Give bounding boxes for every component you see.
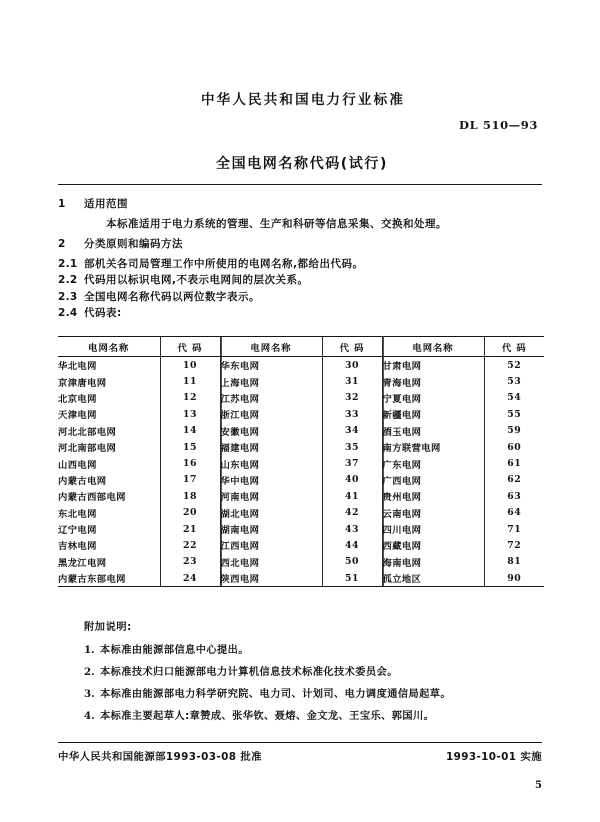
cell-c2-code: 37 [322,455,382,471]
cell-c1-name: 辽宁电网 [58,525,97,537]
table-row [58,488,544,504]
cell-c3-name: 宁夏电网 [382,390,484,406]
table-header [58,337,544,357]
cell-c1-code: 20 [160,505,220,521]
cell-c2-code: 50 [322,554,382,570]
section-1-number: 1 [58,198,66,210]
cell-c3-code: 61 [484,455,544,471]
cell-c3-name: 贵州电网 [382,488,484,504]
note-text: 本标准由能源部电力科学研究院、电力司、计划司、电力调度通信局起草。 [100,689,452,700]
header-code-3: 代 码 [484,337,544,357]
cell-c2-name: 华中电网 [220,472,322,488]
cell-c3-name: 南方联营电网 [382,439,484,455]
cell-c1-name: 东北电网 [58,508,97,520]
cell-c3-code: 71 [484,521,544,537]
table-row [58,570,544,587]
note-item [84,685,504,700]
cell-c2-name: 浙江电网 [220,406,322,422]
cell-c1-name: 天津电网 [58,410,97,422]
table-row [58,472,544,488]
cell-c3-code: 59 [484,423,544,439]
section-1-heading [58,199,542,210]
cell-c1-name: 山西电网 [58,459,97,471]
clause-2-4-number: 2.4 [58,307,78,319]
cell-c2-name: 上海电网 [220,373,322,389]
cell-c1-code: 12 [160,390,220,406]
footer-divider [58,742,542,743]
cell-c2-code: 40 [322,472,382,488]
note-number: 4. [84,710,95,722]
cell-c2-name: 陕西电网 [220,570,322,587]
cell-c3-name: 酒玉电网 [382,423,484,439]
section-2-heading [58,239,542,250]
cell-c3-name: 四川电网 [382,521,484,537]
clause-2-3-text: 全国电网名称代码以两位数字表示。 [84,290,260,303]
cell-c1-code: 10 [160,357,220,374]
cell-c2-name: 江苏电网 [220,390,322,406]
cell-c2-name: 西北电网 [220,554,322,570]
clause-2-3-number: 2.3 [58,290,78,303]
cell-c3-name: 云南电网 [382,505,484,521]
cell-c3-name: 青海电网 [382,373,484,389]
additional-notes [84,618,504,729]
clause-2-2 [58,275,542,286]
cell-c1-name: 内蒙古西部电网 [58,492,126,504]
cell-c3-code: 63 [484,488,544,504]
clause-2-4 [58,308,542,319]
header-name-2: 电网名称 [220,337,322,357]
cell-c3-name: 甘肃电网 [382,357,484,374]
table-row [58,554,544,570]
note-text: 本标准由能源部信息中心提出。 [100,645,249,656]
cell-c2-code: 42 [322,505,382,521]
header-code-1: 代 码 [160,337,220,357]
table-body [58,357,544,587]
cell-c3-code: 54 [484,390,544,406]
cell-c1-name: 华北电网 [58,361,97,373]
header-code-2: 代 码 [322,337,382,357]
note-number: 1. [84,644,95,656]
note-item [84,641,504,656]
cell-c2-code: 34 [322,423,382,439]
note-item [84,707,504,722]
header-name-3: 电网名称 [382,337,484,357]
cell-c1-code: 16 [160,455,220,471]
document-footer [58,748,542,763]
clause-2-2-number: 2.2 [58,274,78,286]
cell-c1-code: 18 [160,488,220,504]
cell-c3-name: 西藏电网 [382,537,484,553]
cell-c1-code: 14 [160,423,220,439]
table-row [58,505,544,521]
cell-c1-code: 15 [160,439,220,455]
header-divider [58,184,542,185]
cell-c1-name: 内蒙古东部电网 [58,570,160,587]
note-number: 2. [84,666,95,678]
note-text: 本标准技术归口能源部电力计算机信息技术标准化技术委员会。 [100,667,398,678]
cell-c1-code: 21 [160,521,220,537]
table-header-row [58,337,544,357]
page-number: 5 [535,780,542,791]
standard-number: DL 510—93 [459,118,538,132]
table-row [58,390,544,406]
cell-c1-name: 京津唐电网 [58,377,107,389]
note-item [84,663,504,678]
section-1-paragraph [58,219,542,230]
issuing-organization: 中华人民共和国电力行业标准 [200,92,406,108]
cell-c2-code: 30 [322,357,382,374]
cell-c2-name: 湖南电网 [220,521,322,537]
cell-c2-code: 41 [322,488,382,504]
cell-c2-code: 31 [322,373,382,389]
cell-c2-name: 福建电网 [220,439,322,455]
table-row [58,537,544,553]
cell-c3-code: 62 [484,472,544,488]
cell-c2-code: 33 [322,406,382,422]
cell-c2-name: 湖北电网 [220,505,322,521]
cell-c1-code: 24 [160,570,220,587]
cell-c1-name: 黑龙江电网 [58,557,107,569]
cell-c2-name: 安徽电网 [220,423,322,439]
grid-code-table [58,336,544,587]
clause-2-3 [58,292,542,303]
cell-c3-code: 60 [484,439,544,455]
cell-c1-name: 河北北部电网 [58,426,117,438]
cell-c1-code: 11 [160,373,220,389]
cell-c2-name: 山东电网 [220,455,322,471]
cell-c2-code: 44 [322,537,382,553]
note-text: 本标准主要起草人:章赞成、张华钦、聂熔、金文龙、王宝乐、郭国川。 [100,711,435,722]
cell-c1-name: 河北南部电网 [58,443,117,455]
implementation-statement: 1993-10-01 实施 [445,751,542,763]
table-row [58,423,544,439]
cell-c3-name: 广东电网 [382,455,484,471]
section-1-title: 适用范围 [84,198,128,210]
cell-c3-code: 53 [484,373,544,389]
cell-c1-name: 内蒙古电网 [58,475,107,487]
table-row [58,406,544,422]
approval-statement: 中华人民共和国能源部1993-03-08 批准 [58,751,262,763]
cell-c3-name: 新疆电网 [382,406,484,422]
table-row [58,357,544,374]
cell-c1-name: 北京电网 [58,393,97,405]
cell-c2-code: 51 [322,570,382,587]
section-1-paragraph-text: 本标准适用于电力系统的管理、生产和科研等信息采集、交换和处理。 [106,217,447,230]
notes-title: 附加说明: [84,622,132,633]
cell-c3-code: 52 [484,357,544,374]
cell-c1-code: 22 [160,537,220,553]
grid-code-table-container [58,336,542,587]
cell-c3-code: 81 [484,554,544,570]
cell-c2-name: 河南电网 [220,488,322,504]
cell-c1-code: 17 [160,472,220,488]
cell-c1-code: 23 [160,554,220,570]
clause-2-4-text: 代码表: [84,307,122,319]
section-2-title: 分类原则和编码方法 [84,238,183,250]
cell-c3-code: 90 [484,570,544,587]
cell-c2-code: 35 [322,439,382,455]
cell-c2-name: 华东电网 [220,357,322,374]
table-row [58,521,544,537]
cell-c1-code: 13 [160,406,220,422]
cell-c3-name: 广西电网 [382,472,484,488]
document-body [58,199,542,325]
notes-list [84,641,504,722]
clause-2-1-text: 部机关各司局管理工作中所使用的电网名称,都给出代码。 [84,257,364,270]
cell-c3-name: 海南电网 [382,554,484,570]
table-row [58,373,544,389]
cell-c3-name: 孤立地区 [382,570,484,587]
document-header [58,88,542,173]
cell-c3-code: 64 [484,505,544,521]
clause-2-1 [58,259,542,270]
table-row [58,455,544,471]
clause-2-2-text: 代码用以标识电网,不表示电网间的层次关系。 [84,274,309,286]
cell-c2-code: 32 [322,390,382,406]
cell-c1-name: 吉林电网 [58,541,97,553]
cell-c3-code: 72 [484,537,544,553]
cell-c2-code: 43 [322,521,382,537]
header-name-1: 电网名称 [58,337,160,357]
cell-c3-code: 55 [484,406,544,422]
section-2-number: 2 [58,238,66,250]
clause-2-1-number: 2.1 [58,257,78,270]
cell-c2-name: 江西电网 [220,537,322,553]
note-number: 3. [84,688,95,700]
document-title: 全国电网名称代码(试行) [216,156,388,172]
table-row [58,439,544,455]
